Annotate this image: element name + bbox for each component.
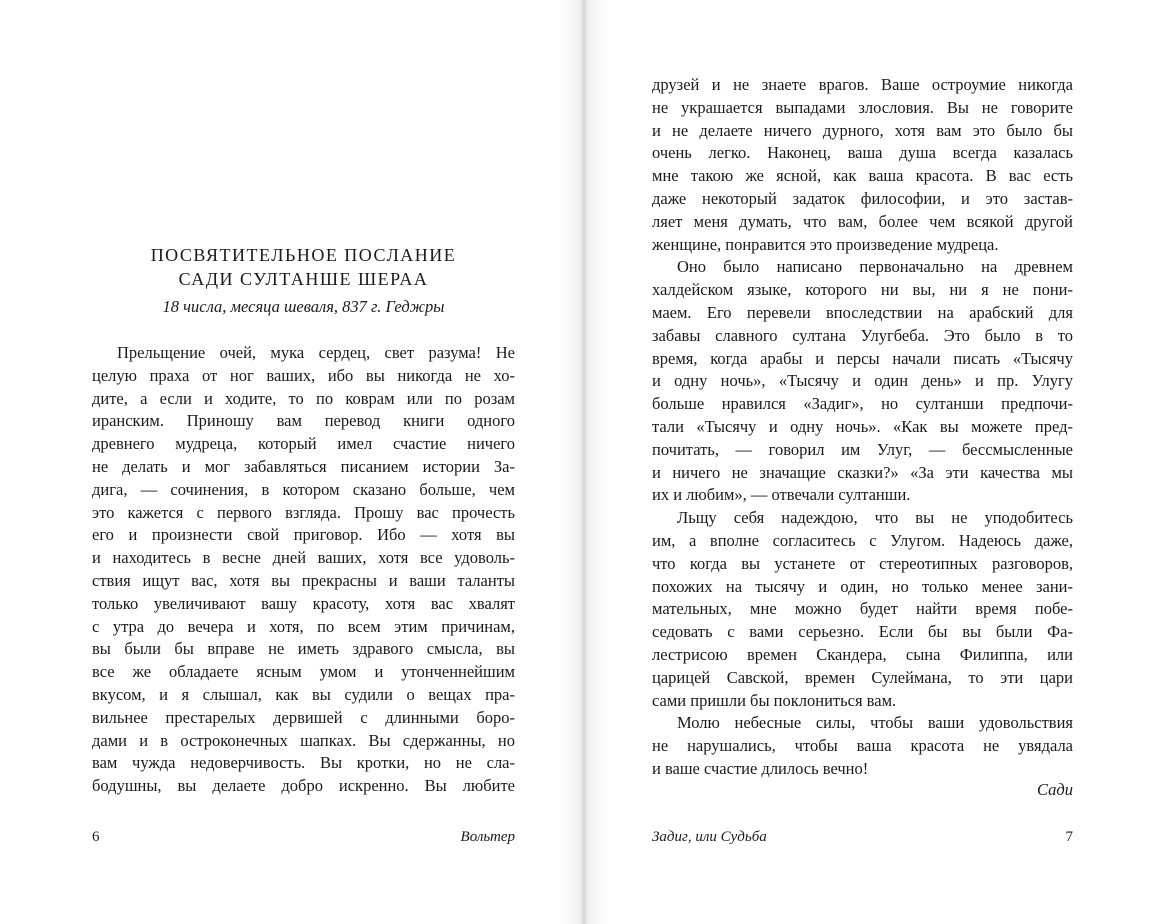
text-line: целую праха от ног ваших, ибо вы никогда не хо-	[92, 365, 515, 385]
text-line: тали «Тысячу и одну ночь». «Как вы можете пред-	[652, 416, 1073, 436]
text-line: царицей Савской, времен Сулеймана, то эти цари	[652, 667, 1073, 687]
right-page-body	[652, 74, 1073, 781]
text-line: седовать с вами серьезно. Если бы вы были Фа-	[652, 622, 1073, 642]
text-line: его и произнести свой приговор. Ибо — хотя вы	[92, 525, 515, 545]
dateline: 18 числа, месяца шеваля, 837 г. Геджры	[162, 297, 445, 316]
text-line: больше нравился «Задиг», но султанши предпочи-	[652, 394, 1073, 414]
text-line: вам чужда недоверчивость. Вы кротки, но не сла-	[92, 753, 515, 773]
text-line: Оно было написано первоначально на древнем	[677, 257, 1073, 277]
dedication-heading	[92, 243, 515, 291]
page-number: 6	[92, 829, 100, 845]
text-line: вы были бы вправе не иметь здравого смысла, вы	[92, 639, 515, 659]
text-line: даже некоторый задаток философии, и это застав-	[652, 188, 1073, 208]
text-line: мательных, мне можно будет найти время побе-	[652, 599, 1073, 619]
text-line: иранским. Приношу вам перевод книги одного	[92, 411, 515, 431]
text-line: с утра до вечера и хотя, по всем этим причинам,	[92, 616, 515, 636]
text-line: и не делаете ничего дурного, хотя вам это было бы	[652, 120, 1073, 140]
text-line: Молю небесные силы, чтобы ваши удовольствия	[677, 713, 1073, 733]
text-line: халдейском языке, которого ни вы, ни я не пони-	[652, 280, 1073, 300]
running-head: Задиг, или Судьба	[652, 829, 767, 845]
text-line: бодушны, вы делаете добро искренно. Вы любите	[92, 776, 515, 796]
text-line: забавы славного султана Улугбеба. Это было в то	[652, 325, 1073, 345]
signature: Сади	[1037, 780, 1073, 799]
text-line: женщине, понравится это произведение мудреца.	[652, 234, 999, 254]
running-head: Вольтер	[460, 829, 515, 845]
text-line: мне такою же ясной, как ваша красота. В вас есть	[652, 166, 1073, 186]
text-line: похожих на тысячу и один, но только менее зани-	[652, 576, 1073, 596]
text-line: дите, а если и ходите, то по коврам или по розам	[92, 388, 515, 408]
page-number: 7	[1065, 829, 1073, 845]
text-line: ствия ищут вас, хотя вы прекрасны и ваши таланты	[92, 570, 515, 590]
heading-line: САДИ СУЛТАНШЕ ШЕРАА	[178, 269, 429, 289]
right-page	[652, 0, 1073, 924]
text-line: и находитесь в весне дней ваших, хотя все удоволь-	[92, 548, 515, 568]
text-line: это кажется с первого взгляда. Прошу вас прочесть	[92, 502, 515, 522]
text-line: вильнее престарелых дервишей с длинными боро-	[92, 707, 515, 727]
text-line: древнего мудреца, который имел счастие ничего	[92, 434, 515, 454]
text-line: вкусом, и я слышал, как вы судили о вещах пра-	[92, 684, 515, 704]
text-line: Прельщение очей, мука сердец, свет разума! Не	[117, 343, 515, 362]
text-line: и одну ночь», «Тысячу и один день» и пр. Улугу	[652, 371, 1073, 391]
left-page	[92, 0, 515, 924]
text-line: не делать и мог забавляться писанием истории За-	[92, 456, 515, 476]
heading-line: ПОСВЯТИТЕЛЬНОЕ ПОСЛАНИЕ	[150, 245, 457, 265]
text-line: дига, — сочинения, в котором сказано больше, чем	[92, 479, 515, 499]
text-line: им, а вполне согласитесь с Улугом. Надеюсь даже,	[652, 530, 1073, 550]
text-line: только увеличивают вашу красоту, хотя вас хвалят	[92, 593, 515, 613]
text-line: сами пришли бы поклониться вам.	[652, 690, 897, 710]
text-line: лестрисою времен Скандера, сына Филиппа, или	[652, 644, 1073, 664]
text-line: и ничего не значащие сказки?» «За эти качества мы	[652, 462, 1073, 482]
text-line: маем. Его перевели впоследствии на арабский для	[652, 302, 1073, 322]
text-line: друзей и не знаете врагов. Ваше остроумие никогда	[652, 75, 1073, 94]
text-line: их и любим», — отвечали султанши.	[652, 485, 911, 505]
text-line: и ваше счастие длилось вечно!	[652, 758, 869, 778]
text-line: не украшается выпадами злословия. Вы не говорите	[652, 97, 1073, 117]
text-line: не нарушались, чтобы ваша красота не увядала	[652, 736, 1073, 756]
book-gutter	[560, 0, 608, 924]
text-line: время, когда арабы и персы начали писать «Тысячу	[652, 348, 1073, 368]
text-line: очень легко. Наконец, ваша душа всегда казалась	[652, 143, 1073, 163]
text-line: дами и в остроконечных шапках. Вы сдержанны, но	[92, 730, 515, 750]
text-line: что когда вы устанете от стереотипных разговоров,	[652, 553, 1073, 573]
text-line: почитать, — говорил им Улуг, — бессмысленные	[652, 439, 1073, 459]
text-line: Льщу себя надеждою, что вы не уподобитесь	[677, 508, 1073, 528]
text-line: все же обладаете ясным умом и утонченнейшим	[92, 662, 515, 682]
left-page-body	[92, 342, 515, 798]
text-line: ляет меня думать, что вам, более чем всякой другой	[652, 211, 1073, 231]
